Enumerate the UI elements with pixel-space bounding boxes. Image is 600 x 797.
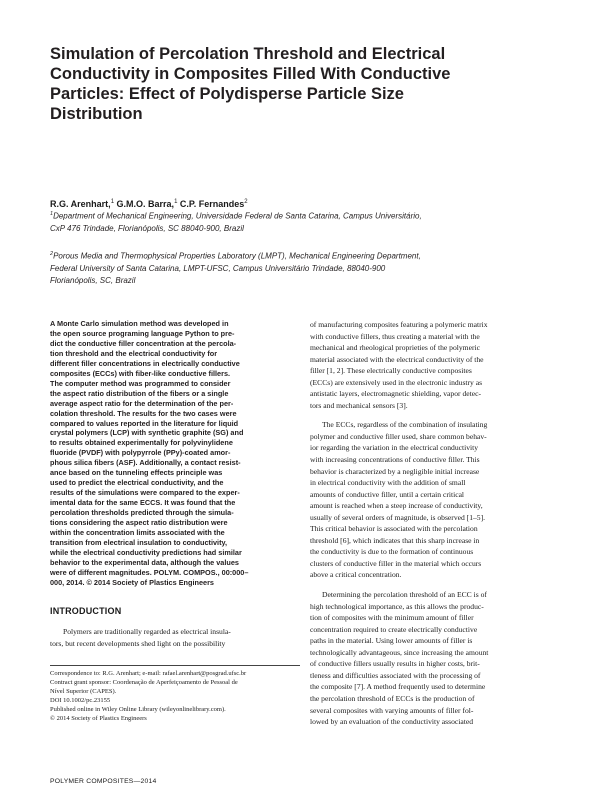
abstract-line: while the electrical conductivity predictions had similar — [50, 547, 242, 557]
footnotes — [50, 670, 310, 723]
author-name: R.G. Arenhart, — [50, 199, 111, 209]
title-line: Distribution — [50, 105, 143, 123]
body-line: ior regarding the variation in the electrical conductivity — [310, 443, 479, 453]
body-line: tion of composites with the minimum amount of filler — [310, 613, 474, 623]
abstract-line: fluoride (PVDF) with polypyrrole (PPy)-coated amor- — [50, 448, 231, 458]
body-line: tleness and difficulties associated with the processing of — [310, 670, 481, 680]
body-line: with conductive fillers, thus creating a material with the — [310, 331, 480, 341]
body-line: the conductivity is due to the formation of continuous — [310, 547, 474, 557]
footnote-line: Nível Superior (CAPES). — [50, 687, 117, 695]
body-line: filler [1, 2]. These electrically conductive composites — [310, 366, 472, 376]
body-paragraph — [310, 319, 554, 411]
body-line: polymer and conductive filler used, share common behav- — [310, 431, 487, 441]
footnote-line: Published online in Wiley Online Library (wileyonlinelibrary.com). — [50, 705, 226, 713]
right-column — [310, 319, 554, 728]
abstract-line: the open source programing language Python to pre- — [50, 328, 235, 338]
body-line: clusters of conductive filler in the material which occurs — [310, 558, 482, 568]
title-line: Particles: Effect of Polydisperse Particle Size — [50, 85, 404, 103]
footnote-line: Correspondence to: R.G. Arenhart; e-mail: rafael.arenhart@posgrad.ufsc.br — [50, 670, 247, 677]
body-line: threshold [6], which indicates that this sharp increase in — [310, 535, 480, 545]
body-line: in electrical conductivity with the addition of small — [310, 478, 466, 488]
body-line: (ECCs) are extensively used in the electronic industry as — [310, 377, 483, 387]
author-name: C.P. Fernandes — [177, 199, 245, 209]
section-heading: INTRODUCTION — [50, 606, 122, 616]
author-affiliation-mark: 2 — [244, 199, 248, 205]
body-line: of manufacturing composites featuring a polymeric matrix — [310, 320, 488, 329]
affiliation-2 — [50, 248, 550, 287]
body-line: the composite [7]. A method frequently used to determine — [310, 682, 486, 692]
body-line: tors and mechanical sensors [3]. — [310, 400, 408, 410]
affiliation-line — [50, 248, 550, 263]
abstract-line: compared to values reported in the literature for liquid — [50, 418, 239, 428]
body-line: with increasing concentrations of conductive filler. This — [310, 455, 480, 465]
abstract-line: imental data for the same ECCS. It was found that the — [50, 498, 236, 508]
body-line: Determining the percolation threshold of an ECC is of — [322, 590, 487, 600]
body-line: amount is reached when a steep increase of conductivity, — [310, 501, 483, 511]
body-line: behavior is characterized by a negligible initial increase — [310, 466, 480, 476]
body-line: lowed by an evaluation of the conductivity associated — [310, 717, 474, 727]
affiliation-line — [50, 208, 550, 223]
footnote-line: © 2014 Society of Plastics Engineers — [50, 714, 147, 722]
abstract-line: ance based on the tunneling effects principle was — [50, 468, 223, 478]
author-affiliation-mark: 1 — [174, 199, 178, 205]
article-title — [50, 44, 550, 124]
affiliation-line: Federal University of Santa Catarina, LMPT-UFSC, Campus Universitário Trindade, 88040-900 — [50, 263, 386, 273]
abstract-line: average aspect ratio for the determination of the per- — [50, 398, 234, 408]
author-affiliation-mark: 1 — [110, 199, 115, 205]
body-line: of conductive fillers usually results in higher costs, brit- — [310, 659, 480, 669]
abstract-line: different filler concentrations in electrically conductive — [50, 358, 240, 368]
author-name: G.M.O. Barra, — [114, 199, 175, 209]
abstract-line: 000, 2014. © 2014 Society of Plastics Engineers — [50, 577, 214, 587]
abstract-line: to results obtained experimentally for polyvinylidene — [50, 438, 233, 448]
body-line: the percolation threshold of ECCs is the production of — [310, 693, 475, 703]
body-line: This critical behavior is associated with the percolation — [310, 524, 478, 534]
body-line: several composites with varying amounts of filler fol- — [310, 705, 474, 715]
affiliation-line: Florianópolis, SC, Brazil — [50, 275, 136, 285]
affiliation-text: Porous Media and Thermophysical Properties Laboratory (LMPT), Mechanical Engineering Department, — [53, 251, 421, 261]
abstract-line: crystal polymers (LCP) with synthetic graphite (SG) and — [50, 428, 244, 438]
title-line: Conductivity in Composites Filled With Conductive — [50, 65, 451, 83]
affiliation-1 — [50, 208, 550, 235]
journal-footer: POLYMER COMPOSITES—2014 — [50, 778, 157, 785]
body-line: antistatic layers, electromagnetic shielding, vapor detec- — [310, 389, 482, 399]
body-line: Polymers are traditionally regarded as electrical insula- — [63, 627, 231, 636]
body-line: The ECCs, regardless of the combination of insulating — [322, 420, 488, 430]
body-line: tors, but recent developments shed light on the possibility — [50, 638, 226, 648]
body-line: concentration required to create electrically conductive — [310, 624, 478, 634]
abstract-line: A Monte Carlo simulation method was developed in — [50, 319, 229, 328]
title-line: Simulation of Percolation Threshold and Electrical — [50, 45, 446, 63]
affiliation-mark: 2 — [50, 251, 54, 257]
abstract — [50, 319, 300, 588]
abstract-line: tion threshold and the electrical conductivity for — [50, 348, 218, 358]
abstract-line: within the concentration limits associated with the — [50, 528, 225, 538]
body-line: mechanical and rheological proprieties of the polymeric — [310, 343, 480, 353]
footnote-line: DOI 10.1002/pc.23155 — [50, 696, 111, 704]
abstract-line: tions considering the aspect ratio distribution were — [50, 518, 228, 528]
abstract-line: colation threshold. The results for the two cases were — [50, 408, 237, 418]
abstract-line: were of different magnitudes. POLYM. COMPOS., 00:000– — [50, 567, 249, 577]
intro-paragraph — [50, 626, 300, 649]
abstract-line: the aspect ratio distribution of the fibers or a single — [50, 388, 229, 398]
abstract-line: used to predict the electrical conductivity, and the — [50, 478, 224, 488]
abstract-line: phous silica fibers (ASF). Additionally, a contact resist- — [50, 458, 241, 468]
abstract-line: dict the conductive filler concentration at the percola- — [50, 338, 237, 348]
abstract-line: The computer method was programmed to consider — [50, 378, 231, 388]
affiliation-text: Department of Mechanical Engineering, Universidade Federal de Santa Catarina, Campus Universitário, — [53, 211, 422, 221]
body-paragraph — [310, 589, 554, 728]
body-line: paths in the material. Using lower amounts of filler is — [310, 636, 473, 646]
affiliation-line: CxP 476 Trindade, Florianópolis, SC 88040-900, Brazil — [50, 223, 244, 233]
abstract-line: behavior to the experimental data, although the values — [50, 557, 239, 567]
abstract-line: composites (ECCs) with fiber-like conductive fillers. — [50, 368, 231, 378]
body-line: above a critical concentration. — [310, 570, 402, 580]
body-paragraph — [310, 419, 554, 581]
body-line: amounts of conductive filler, until a certain critical — [310, 489, 465, 499]
body-line: material associated with the electrical conductivity of the — [310, 354, 484, 364]
body-line: technologically advantageous, since increasing the amount — [310, 647, 489, 657]
affiliation-mark: 1 — [50, 211, 54, 217]
abstract-line: transition from electrical insulation to conductivity, — [50, 537, 228, 547]
body-line: high technological importance, as this allows the produc- — [310, 601, 484, 611]
body-line: usually of several orders of magnitude, is observed [1–5]. — [310, 512, 486, 522]
abstract-line: results of the simulations were compared to the exper- — [50, 488, 240, 498]
footnote-divider — [50, 665, 300, 666]
abstract-line: percolation thresholds predicted through the simula- — [50, 508, 234, 518]
footnote-line: Contract grant sponsor: Coordenação de Aperfeiçoamento de Pessoal de — [50, 678, 238, 686]
